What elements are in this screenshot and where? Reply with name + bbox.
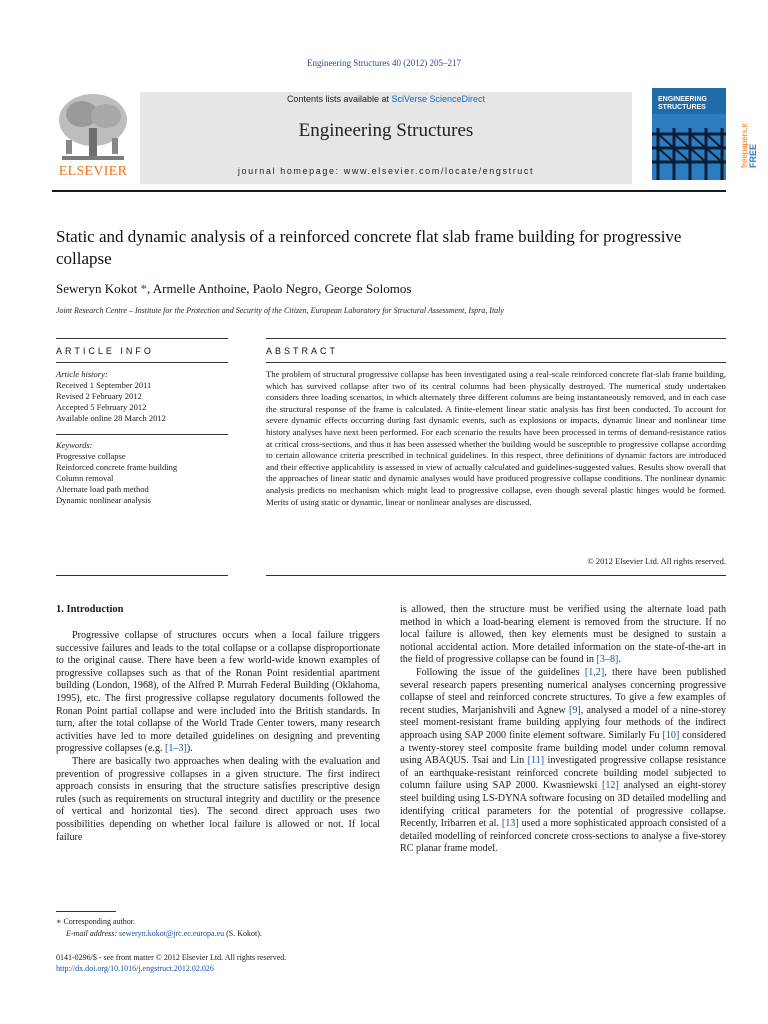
text-run: Progressive collapse of structures occurs when a local failure triggers successive failures and leads to the total collapse or a collapse disproportionate to the original cause. There have been a few world-wide known examples of progressive collapses such as that of the Ronan Point residential apartment building (London, 1968), of the Alfred P. Murrah Federal Building (Oklahoma, 1995), etc. The first progressive collapse regulatory documents followed the Ronan Point partial collapse and were included into the British standards. In turn, after the total collapse of the World Trade Center towers, many research activities have led to more detailed guidelines on designing and preventing progressive collapses (e.g. <box>56 630 380 755</box>
first-author[interactable]: Seweryn Kokot <box>56 281 138 296</box>
citation-link[interactable]: [11] <box>527 755 545 767</box>
article-title: Static and dynamic analysis of a reinforced concrete flat slab frame building for progressive collapse <box>56 227 682 268</box>
contents-prefix: Contents lists available at <box>286 94 392 104</box>
citation-link[interactable]: [9] <box>568 704 581 716</box>
citation-link[interactable]: [10] <box>662 729 680 741</box>
keyword-item: Alternate load path method <box>56 484 149 494</box>
abstract-copyright: © 2012 Elsevier Ltd. All rights reserved. <box>587 556 726 566</box>
sciencedirect-link[interactable]: SciVerse ScienceDirect <box>391 94 486 104</box>
corresponding-author-mark[interactable]: * <box>137 281 147 296</box>
footnote-rule <box>56 911 116 912</box>
text-run: . <box>618 654 621 666</box>
keywords <box>56 440 231 506</box>
paragraph <box>56 630 380 756</box>
abstract-heading: ABSTRACT <box>266 346 339 356</box>
issn-line: 0141-0296/$ - see front matter © 2012 Elsevier Ltd. All rights reserved. <box>56 953 287 962</box>
citation-link[interactable]: [1–3] <box>165 743 187 755</box>
history-label: Article history: <box>56 369 108 379</box>
journal-title: Engineering Structures <box>298 120 474 141</box>
history-divider <box>56 434 228 435</box>
author-list <box>56 281 716 297</box>
other-authors: , Armelle Anthoine, Paolo Negro, George Solomos <box>147 281 412 296</box>
keyword-item: Column removal <box>56 473 114 483</box>
cover-bridge-graphic <box>652 114 726 180</box>
paragraph <box>400 604 726 667</box>
doi-link[interactable]: http://dx.doi.org/10.1016/j.engstruct.2012.02.026 <box>56 964 214 973</box>
history-item: Received 1 September 2011 <box>56 380 152 390</box>
info-top-rule <box>56 338 228 339</box>
history-item: Revised 2 February 2012 <box>56 391 142 401</box>
journal-masthead <box>140 92 632 184</box>
text-run: ). <box>186 743 193 755</box>
journal-homepage[interactable]: journal homepage: www.elsevier.com/locate/engstruct <box>237 166 535 176</box>
section-heading-introduction: 1. Introduction <box>56 604 124 615</box>
history-item: Accepted 5 February 2012 <box>56 402 147 412</box>
info-bottom-rule <box>56 575 228 576</box>
text-run: is allowed, then the structure must be verified using the alternate load path method in which a load-bearing element is removed from the structure. If no local failure is allowed, then key elements must be designed to sustain a notional accidental action. More detailed information on the state-of-the-art in the field of progressive collapse can be found in <box>400 604 726 666</box>
abstract-bottom-rule <box>266 575 726 576</box>
text-run: , analysed a model of a nine-storey steel moment-resistant frame building applying four methods of the indirect approach using SAP 2000 finite element software. Similarly Fu <box>400 704 727 741</box>
body-column-left <box>56 630 380 844</box>
body-column-right <box>400 604 726 856</box>
cover-title: ENGINEERING STRUCTURES <box>658 96 708 111</box>
keyword-item: Dynamic nonlinear analysis <box>56 495 151 505</box>
history-item: Available online 28 March 2012 <box>56 413 166 423</box>
text-run: used a more sophisticated approach consisted of a detailed modelling of reinforced concrete cross-sections to analyse a five-storey RC planar frame model. <box>400 818 726 855</box>
journal-cover-image <box>652 88 726 180</box>
citation-link[interactable]: [1,2] <box>584 666 605 678</box>
email-suffix: (S. Kokot). <box>224 929 262 938</box>
keywords-label: Keywords: <box>56 440 93 450</box>
footer-notes <box>56 952 380 974</box>
abstract-top-rule <box>266 338 726 339</box>
contents-line <box>140 94 632 104</box>
text-run: , there have been published several research papers presenting numerical analyses concerning progressive collapse of steel and reinforced concrete structures. To give a few examples of recent studies, Marjanishvili and Agnew <box>400 666 726 716</box>
footnote <box>56 916 380 940</box>
svg-text:freepapers.ir: freepapers.ir <box>740 123 749 168</box>
email-link[interactable]: seweryn.kokot@jrc.ec.europa.eu <box>119 929 225 938</box>
journal-reference[interactable]: Engineering Structures 40 (2012) 205–217 <box>307 58 461 68</box>
paragraph <box>400 667 726 856</box>
text-run: considered a twenty-storey steel composite frame building model under column removal using ABAQUS. Tsai and Lin <box>400 729 726 767</box>
keyword-item: Reinforced concrete frame building <box>56 462 178 472</box>
corresponding-author-note: ∗ Corresponding author. <box>56 917 135 926</box>
article-history <box>56 369 231 424</box>
citation-link[interactable]: [12] <box>601 780 619 792</box>
email-label: E-mail address: <box>66 929 120 938</box>
abstract-sub-rule <box>266 362 726 363</box>
text-run: Following the issue of the guidelines <box>416 666 585 678</box>
publisher-name: ELSEVIER <box>58 164 128 179</box>
paragraph: There are basically two approaches when dealing with the evaluation and prevention of progressive collapses in a given structure. The first indirect approach consists in ensuring that the structure satisfies prescriptive design rules (such as requirements on structural integrity and ductility or the presence of vertical and horizontal ties). The second direct approach uses two possibilities depending on whether local failure is allowed or not. If local failure <box>56 755 380 843</box>
abstract-text: The problem of structural progressive collapse has been investigated using a real-scale reinforced concrete flat-slab frame building, which has survived collapse after two of its central columns had been physically destroyed. The numerical study undertaken considers three loading scenarios, in which alternately three different columns are being instantaneously removed, and in each case the structural response of the frame is calculated. A finite-element linear static analysis has first been conducted. To account for severe dynamic effects occurring during fast dynamic events, such as explosions or impacts, dynamic linear and nonlinear time history analyses have next been performed. For each scenario the results have been processed in terms of demand-resistance ratios at critical cross-sections, and thus it has been assessed whether the building would be susceptible to progressive collapse according to certain allowance criteria prescribed in technical guidelines. In this respect, three definitions of dynamic factors are introduced and their effective applicability is assessed in view of actually calculated and guidelines-suggested values. Results show overall that the approaches of linear static and dynamic analyses would have produced progressive collapse conditions. The nonlinear dynamic analysis predicts no mechanism which might lead to progressive collapse, even though several plastic hinges would be formed. Merits of using static or dynamic, linear or nonlinear analyses are discussed. <box>266 369 726 507</box>
affiliation: Joint Research Centre – Institute for the Protection and Security of the Citizen, European Laboratory for Structural Assessment, Ispra, Italy <box>56 306 504 315</box>
text-run: investigated progressive collapse resistance of an earthquake-resistant reinforced concrete building model subjected to column failure using SAP 2000. Kwasniewski <box>400 755 727 792</box>
keyword-item: Progressive collapse <box>56 451 126 461</box>
free-papers-badge[interactable] <box>738 50 760 170</box>
info-sub-rule <box>56 362 228 363</box>
header-rule <box>52 190 726 192</box>
free-label: FREE <box>748 143 758 168</box>
email-line <box>56 928 380 940</box>
citation-link[interactable]: [13] <box>501 818 519 830</box>
text-run: analysed an eight-storey steel building using LS-DYNA software focusing on 3D detailed modelling and identifying critical parameters for the potential of progressive collapse. Recently, Iribarren et al. <box>400 780 726 830</box>
article-info-heading: ARTICLE INFO <box>56 346 154 356</box>
citation-link[interactable]: [3–8] <box>596 654 619 666</box>
